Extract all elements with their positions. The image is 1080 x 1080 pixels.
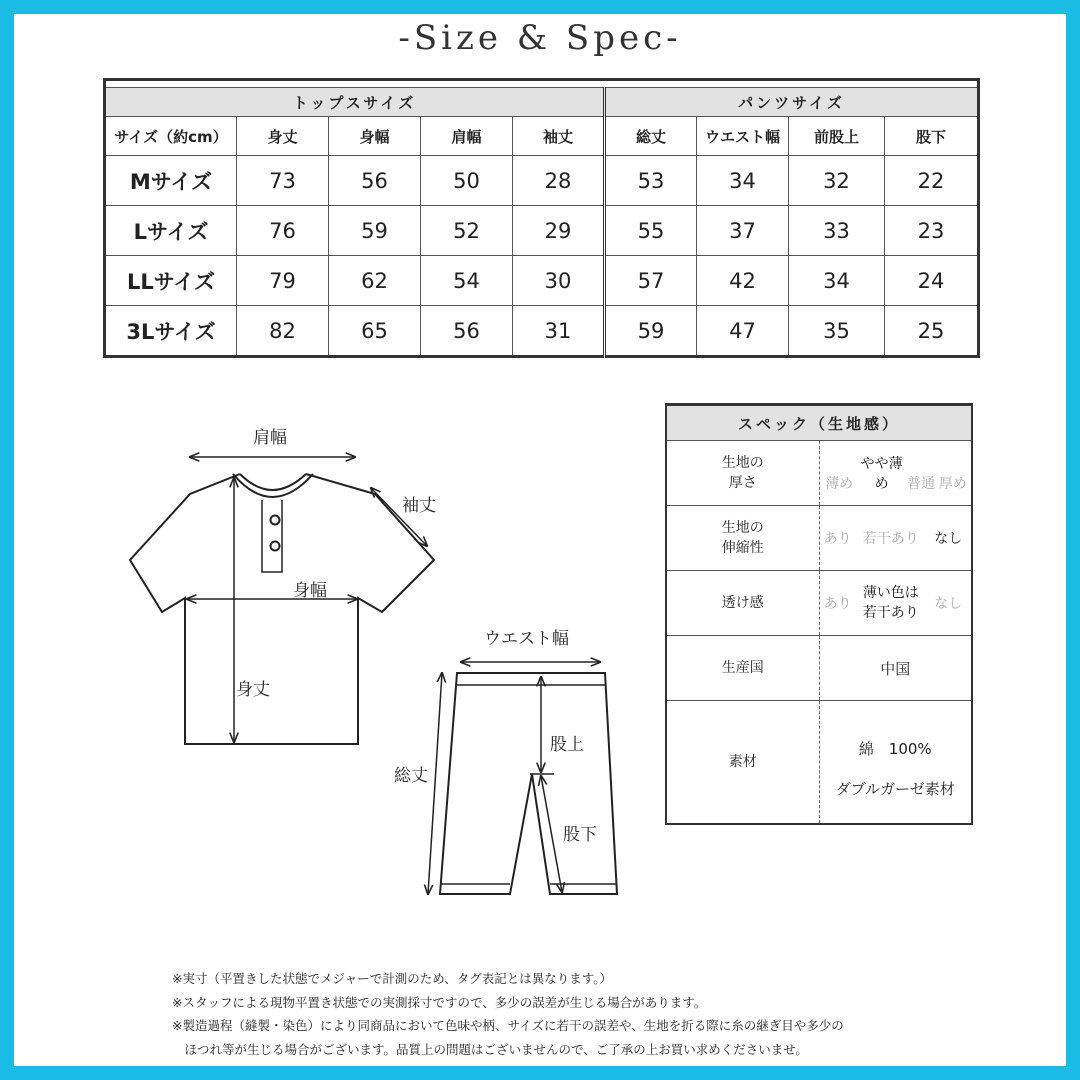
origin-label: 生産国 <box>666 636 819 701</box>
table-cell: 53 <box>605 156 697 206</box>
table-cell: 24 <box>885 256 979 306</box>
sheer-options <box>819 571 972 636</box>
size-label: LLサイズ <box>105 256 237 306</box>
table-cell: 76 <box>237 206 329 256</box>
note-line: ※スタッフによる現物平置き状態での実測採寸ですので、多少の誤差が生じる場合があります。 <box>172 994 707 1010</box>
table-cell: 62 <box>329 256 421 306</box>
shoulder-label: 肩幅 <box>253 428 287 448</box>
col-chest-width: 身幅 <box>329 117 421 156</box>
table-cell: 32 <box>789 156 885 206</box>
size-label: Mサイズ <box>105 156 237 206</box>
thickness-options <box>819 441 972 506</box>
notes <box>172 967 844 1061</box>
table-cell: 22 <box>885 156 979 206</box>
col-sleeve-length: 袖丈 <box>513 117 605 156</box>
sheer-option: なし <box>934 596 963 612</box>
spec-title: スペック（生地感） <box>666 405 972 441</box>
col-size: サイズ（約cm） <box>105 117 237 156</box>
stretch-option: 若干あり <box>862 531 919 547</box>
table-cell: 28 <box>513 156 605 206</box>
inseam-arrow <box>541 776 562 892</box>
spec-title-row <box>666 405 972 441</box>
col-body-length: 身丈 <box>237 117 329 156</box>
stretch-option-selected: なし <box>934 531 963 547</box>
spec-row-origin <box>666 636 972 701</box>
note-line: ※実寸（平置きした状態でメジャーで計測のため、タグ表記とは異なります。） <box>172 971 612 986</box>
spec-row-material <box>666 701 972 825</box>
table-cell: 33 <box>789 206 885 256</box>
sheer-option-selected: 薄い色は 若干あり <box>862 585 919 621</box>
col-waist: ウエスト幅 <box>697 117 789 156</box>
col-inseam: 股下 <box>885 117 979 156</box>
col-shoulder-width: 肩幅 <box>421 117 513 156</box>
table-cell: 29 <box>513 206 605 256</box>
sleeve-label: 袖丈 <box>402 496 436 516</box>
pants-size-header: パンツサイズ <box>605 88 979 117</box>
table-cell: 42 <box>697 256 789 306</box>
chest-label: 身幅 <box>293 581 327 601</box>
total-length-arrow <box>428 673 442 894</box>
table-cell: 57 <box>605 256 697 306</box>
table-cell: 31 <box>513 306 605 357</box>
table-cell: 73 <box>237 156 329 206</box>
origin-value: 中国 <box>819 636 972 701</box>
thickness-label: 生地の 厚さ <box>666 441 819 506</box>
material-value <box>819 701 972 825</box>
tops-size-header: トップスサイズ <box>105 88 605 117</box>
stretch-options <box>819 506 972 571</box>
col-front-rise: 前股上 <box>789 117 885 156</box>
table-cell: 25 <box>885 306 979 357</box>
pants-outline <box>440 673 617 894</box>
table-cell: 56 <box>421 306 513 357</box>
inseam-label: 股下 <box>563 825 597 845</box>
page-title: -Size & Spec- <box>398 18 682 58</box>
thickness-option: 厚め <box>938 476 967 492</box>
thickness-option: 普通 <box>906 476 935 492</box>
table-cell: 50 <box>421 156 513 206</box>
col-total-length: 総丈 <box>605 117 697 156</box>
spec-row-thickness <box>666 441 972 506</box>
material-type: ダブルガーゼ素材 <box>835 780 955 798</box>
waist-label: ウエスト幅 <box>484 629 569 649</box>
table-cell: 52 <box>421 206 513 256</box>
table-cell: 55 <box>605 206 697 256</box>
table-cell: 54 <box>421 256 513 306</box>
size-label: Lサイズ <box>105 206 237 256</box>
table-cell: 23 <box>885 206 979 256</box>
table-cell: 59 <box>605 306 697 357</box>
length-label: 身丈 <box>236 680 270 700</box>
spec-row-sheer <box>666 571 972 636</box>
spec-table <box>665 403 973 825</box>
sheer-label: 透け感 <box>666 571 819 636</box>
sheer-option: あり <box>823 596 852 612</box>
rise-label: 股上 <box>550 735 584 755</box>
stretch-option: あり <box>823 531 852 547</box>
table-cell: 35 <box>789 306 885 357</box>
total-length-label: 総丈 <box>394 766 428 786</box>
size-label: 3Lサイズ <box>105 306 237 357</box>
table-cell: 79 <box>237 256 329 306</box>
table-cell: 65 <box>329 306 421 357</box>
table-cell: 34 <box>789 256 885 306</box>
stretch-label: 生地の 伸縮性 <box>666 506 819 571</box>
table-cell: 56 <box>329 156 421 206</box>
material-label: 素材 <box>666 701 819 825</box>
thickness-option-selected: やや薄め <box>860 456 903 492</box>
thickness-option: 薄め <box>825 476 854 492</box>
table-cell: 34 <box>697 156 789 206</box>
table-cell: 82 <box>237 306 329 357</box>
tshirt-outline <box>130 474 434 744</box>
table-cell: 59 <box>329 206 421 256</box>
note-line: ※製造過程（縫製・染色）により同商品において色味や柄、サイズに若干の誤差や、生地を折る際に糸の継ぎ目や多少の <box>172 1018 844 1033</box>
material-composition: 綿 100% <box>858 740 932 758</box>
spec-row-stretch <box>666 506 972 571</box>
table-cell: 37 <box>697 206 789 256</box>
note-line: ほつれ等が生じる場合がございます。品質上の問題はございませんので、ご了承の上お買い求めくださいませ。 <box>172 1041 808 1057</box>
table-cell: 47 <box>697 306 789 357</box>
table-cell: 30 <box>513 256 605 306</box>
